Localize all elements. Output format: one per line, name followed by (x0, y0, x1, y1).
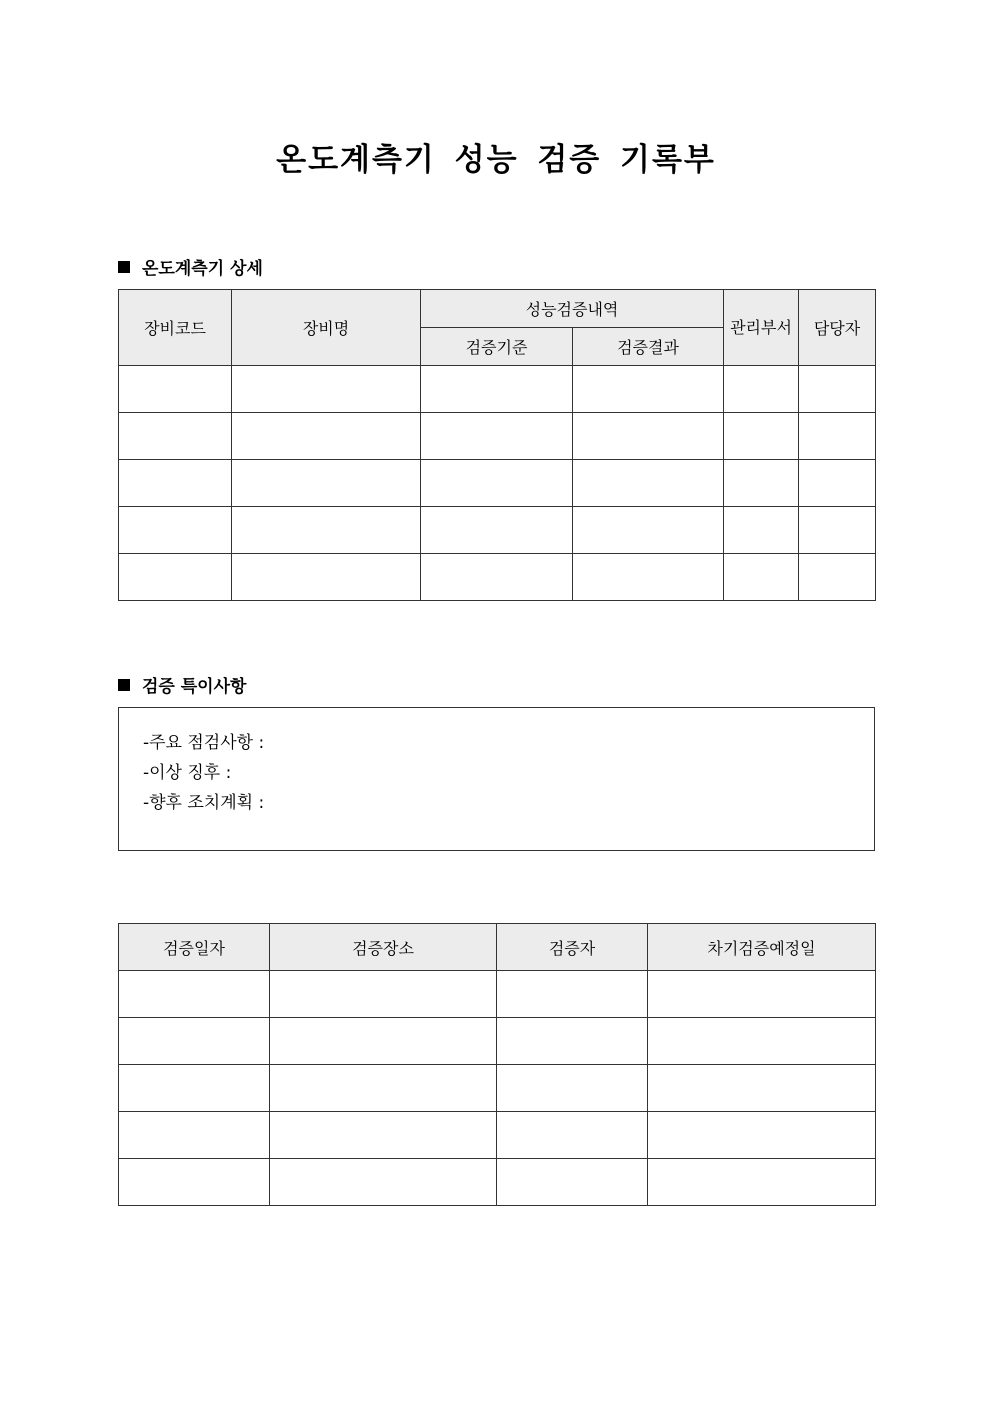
cell-verification-date[interactable] (119, 1018, 270, 1065)
details-section-heading (118, 254, 263, 279)
header-next-verification-date: 차기검증예정일 (648, 924, 876, 971)
cell-manager[interactable] (799, 554, 876, 601)
square-bullet-icon (118, 261, 130, 273)
equipment-details-table (118, 289, 876, 601)
cell-criteria[interactable] (421, 554, 573, 601)
note-main-checks: -주요 점검사항 : (143, 733, 265, 753)
cell-verification-place[interactable] (270, 1065, 497, 1112)
cell-criteria[interactable] (421, 366, 573, 413)
cell-criteria[interactable] (421, 413, 573, 460)
cell-department[interactable] (724, 413, 799, 460)
cell-equipment-code[interactable] (119, 413, 232, 460)
cell-next-verification-date[interactable] (648, 1112, 876, 1159)
table-row (119, 1159, 876, 1206)
cell-verifier[interactable] (497, 971, 648, 1018)
cell-department[interactable] (724, 366, 799, 413)
cell-verification-date[interactable] (119, 1065, 270, 1112)
table-row (119, 554, 876, 601)
header-verification-place: 검증장소 (270, 924, 497, 971)
table-row (119, 1065, 876, 1112)
header-department: 관리부서 (724, 290, 799, 366)
cell-department[interactable] (724, 554, 799, 601)
notes-heading-text: 검증 특이사항 (142, 677, 247, 697)
cell-verification-place[interactable] (270, 971, 497, 1018)
table-row (119, 460, 876, 507)
cell-verifier[interactable] (497, 1112, 648, 1159)
cell-next-verification-date[interactable] (648, 1065, 876, 1112)
notes-section-heading (118, 672, 246, 697)
header-result: 검증결과 (573, 328, 724, 366)
cell-verification-place[interactable] (270, 1159, 497, 1206)
cell-equipment-code[interactable] (119, 460, 232, 507)
cell-verification-date[interactable] (119, 971, 270, 1018)
cell-result[interactable] (573, 366, 724, 413)
document-title: 온도계측기 성능 검증 기록부 (276, 142, 716, 178)
cell-equipment-code[interactable] (119, 554, 232, 601)
note-future-actions: -향후 조치계획 : (143, 793, 265, 813)
table-row (119, 507, 876, 554)
verification-schedule-table (118, 923, 876, 1206)
details-heading-text: 온도계측기 상세 (142, 259, 263, 279)
cell-next-verification-date[interactable] (648, 971, 876, 1018)
header-equipment-name: 장비명 (232, 290, 421, 366)
cell-verification-place[interactable] (270, 1018, 497, 1065)
cell-result[interactable] (573, 413, 724, 460)
header-verification-date: 검증일자 (119, 924, 270, 971)
cell-verifier[interactable] (497, 1018, 648, 1065)
header-manager: 담당자 (799, 290, 876, 366)
cell-manager[interactable] (799, 413, 876, 460)
cell-next-verification-date[interactable] (648, 1159, 876, 1206)
table-row (119, 1018, 876, 1065)
cell-department[interactable] (724, 460, 799, 507)
cell-department[interactable] (724, 507, 799, 554)
cell-equipment-name[interactable] (232, 366, 421, 413)
cell-result[interactable] (573, 507, 724, 554)
cell-equipment-name[interactable] (232, 554, 421, 601)
table-row (119, 366, 876, 413)
cell-result[interactable] (573, 554, 724, 601)
header-equipment-code: 장비코드 (119, 290, 232, 366)
cell-equipment-name[interactable] (232, 460, 421, 507)
cell-equipment-name[interactable] (232, 507, 421, 554)
note-anomalies: -이상 징후 : (143, 763, 232, 783)
cell-verification-place[interactable] (270, 1112, 497, 1159)
cell-verification-date[interactable] (119, 1159, 270, 1206)
cell-equipment-code[interactable] (119, 366, 232, 413)
table-row (119, 971, 876, 1018)
cell-verifier[interactable] (497, 1065, 648, 1112)
square-bullet-icon (118, 679, 130, 691)
cell-verification-date[interactable] (119, 1112, 270, 1159)
header-criteria: 검증기준 (421, 328, 573, 366)
cell-equipment-code[interactable] (119, 507, 232, 554)
cell-manager[interactable] (799, 460, 876, 507)
cell-equipment-name[interactable] (232, 413, 421, 460)
table-row (119, 1112, 876, 1159)
header-performance-history: 성능검증내역 (421, 290, 724, 328)
notes-box[interactable] (118, 707, 875, 851)
cell-criteria[interactable] (421, 460, 573, 507)
cell-criteria[interactable] (421, 507, 573, 554)
table-row (119, 413, 876, 460)
cell-verifier[interactable] (497, 1159, 648, 1206)
header-verifier: 검증자 (497, 924, 648, 971)
cell-result[interactable] (573, 460, 724, 507)
cell-manager[interactable] (799, 507, 876, 554)
cell-next-verification-date[interactable] (648, 1018, 876, 1065)
cell-manager[interactable] (799, 366, 876, 413)
